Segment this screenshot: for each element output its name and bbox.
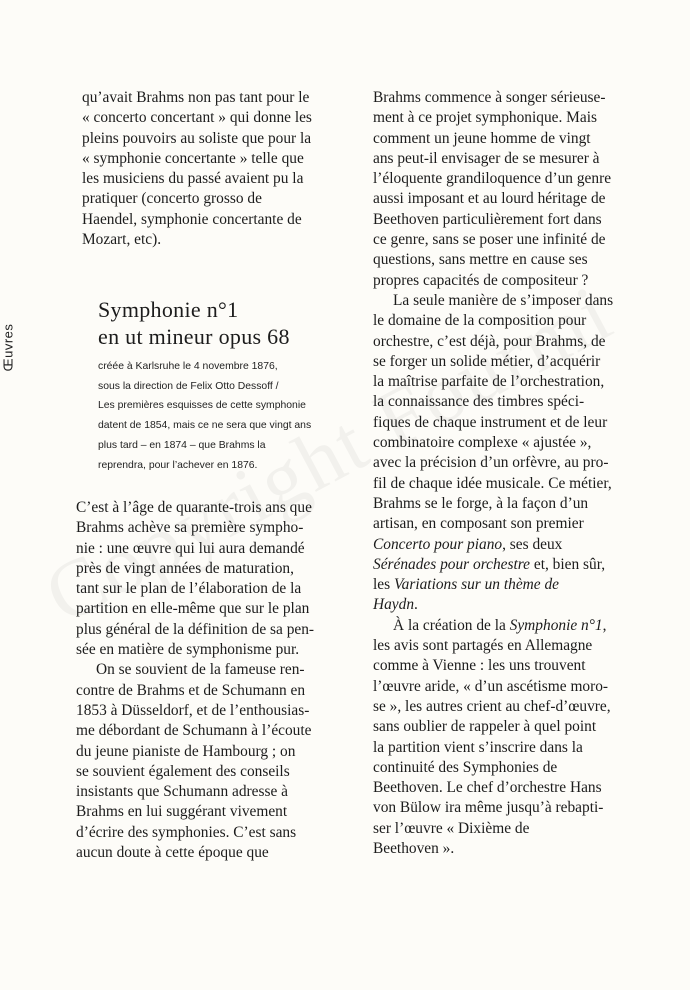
text-line: Haendel, symphonie concertante de bbox=[82, 210, 302, 228]
text-line: ser l’œuvre « Dixième de bbox=[373, 819, 530, 837]
text-line: comment un jeune homme de vingt bbox=[373, 129, 591, 147]
text-line: Mozart, etc). bbox=[82, 231, 162, 249]
text-line: contre de Brahms et de Schumann en bbox=[76, 681, 306, 699]
work-title: Symphonie n°1 bbox=[509, 616, 603, 634]
section-title-line-1: Symphonie n°1 bbox=[98, 297, 239, 322]
text-line: la maîtrise parfaite de l’orchestration, bbox=[373, 373, 605, 391]
caption-line: Les premières esquisses de cette symphonie bbox=[98, 400, 306, 412]
text-line: se », les autres crient au chef-d’œuvre, bbox=[373, 697, 611, 715]
text-line: questions, sans mettre en cause ses bbox=[373, 251, 588, 269]
text-line: me débordant de Schumann à l’écoute bbox=[76, 722, 312, 740]
text-line: ans peut-il envisager de se mesurer à bbox=[373, 149, 600, 167]
text-line: les Variations sur un thème de bbox=[373, 576, 559, 594]
work-title: Sérénades pour orchestre bbox=[373, 555, 531, 573]
text-line: À la création de la Symphonie n°1, bbox=[393, 616, 607, 634]
section-side-label: Œuvres bbox=[0, 323, 16, 372]
text-line: Beethoven particulièrement fort dans bbox=[373, 210, 602, 228]
text-line: von Bülow ira même jusqu’à rebapti- bbox=[373, 799, 604, 817]
text-line: les avis sont partagés en Allemagne bbox=[373, 637, 593, 655]
text-line: Brahms commence à songer sérieuse- bbox=[373, 89, 606, 106]
text-line: partition en elle-même que sur le plan bbox=[76, 600, 310, 618]
text-line: Haydn. bbox=[373, 596, 418, 614]
text-line: Brahms achève sa première sympho- bbox=[76, 519, 304, 537]
text-line: l’œuvre aride, « d’un ascétisme moro- bbox=[373, 677, 609, 695]
text-line: artisan, en composant son premier bbox=[373, 515, 584, 533]
text-line: se forger un solide métier, d’acquérir bbox=[373, 352, 601, 370]
text-line: 1853 à Düsseldorf, et de l’enthousias- bbox=[76, 701, 310, 719]
text-line: combinatoire complexe « ajustée », bbox=[373, 434, 592, 452]
caption-line: datent de 1854, mais ce ne sera que vingt ans bbox=[98, 420, 312, 432]
text-line: Sérénades pour orchestre et, bien sûr, bbox=[373, 555, 606, 573]
caption-line: reprendra, pour l’achever en 1876. bbox=[98, 459, 258, 471]
section-title bbox=[98, 296, 290, 350]
work-title: Variations sur un thème de bbox=[393, 576, 559, 594]
text-line: continuité des Symphonies de bbox=[373, 758, 558, 776]
left-bottom-column bbox=[76, 498, 314, 863]
text-line: pleins pouvoirs au soliste que pour la bbox=[82, 129, 312, 147]
text-line: se souvient également des conseils bbox=[76, 762, 290, 780]
text-line: C’est à l’âge de quarante-trois ans que bbox=[76, 499, 312, 516]
caption-line: plus tard – en 1874 – que Brahms la bbox=[98, 439, 266, 451]
text-line: fiques de chaque instrument et de leur bbox=[373, 413, 608, 431]
text-line: la partition vient s’inscrire dans la bbox=[373, 738, 583, 756]
text-line: avec la précision d’un orfèvre, au pro- bbox=[373, 454, 609, 472]
text-line: nie : une œuvre qui lui aura demandé bbox=[76, 539, 305, 557]
text-line: Brahms se le forge, à la façon d’un bbox=[373, 494, 589, 512]
text-line: « concerto concertant » qui donne les bbox=[82, 109, 312, 127]
right-column bbox=[373, 88, 613, 859]
text-line: tant sur le plan de l’élaboration de la bbox=[76, 580, 302, 598]
text-line: Brahms en lui suggérant vivement bbox=[76, 803, 288, 821]
text-line: Concerto pour piano, ses deux bbox=[373, 535, 563, 553]
text-line: Beethoven ». bbox=[373, 839, 455, 857]
work-title: Haydn bbox=[373, 596, 415, 614]
text-line: près de vingt années de maturation, bbox=[76, 559, 294, 577]
text-line: du jeune pianiste de Hambourg ; on bbox=[76, 742, 296, 760]
text-line: Beethoven. Le chef d’orchestre Hans bbox=[373, 779, 602, 797]
text-line: propres capacités de compositeur ? bbox=[373, 271, 589, 289]
text-line: qu’avait Brahms non pas tant pour le bbox=[82, 89, 310, 106]
text-line: fil de chaque idée musicale. Ce métier, bbox=[373, 474, 612, 492]
section-caption bbox=[98, 357, 311, 475]
text-line: insistants que Schumann adresse à bbox=[76, 783, 289, 801]
work-title: Concerto pour piano bbox=[373, 535, 503, 553]
caption-line: sous la direction de Felix Otto Dessoff / bbox=[98, 380, 279, 392]
text-line: la connaissance des timbres spéci- bbox=[373, 393, 585, 411]
text-line: sans oublier de rappeler à quel point bbox=[373, 718, 597, 736]
text-line: On se souvient de la fameuse ren- bbox=[96, 661, 305, 679]
text-line: l’éloquente grandiloquence d’un genre bbox=[373, 170, 612, 188]
caption-line: créée à Karlsruhe le 4 novembre 1876, bbox=[98, 361, 278, 372]
text-line: les musiciens du passé avaient pu la bbox=[82, 170, 304, 188]
text-line: comme à Vienne : les uns trouvent bbox=[373, 657, 586, 675]
text-line: aussi imposant et au lourd héritage de bbox=[373, 190, 606, 208]
text-line: orchestre, c’est déjà, pour Brahms, de bbox=[373, 332, 606, 350]
section-title-line-2: en ut mineur opus 68 bbox=[98, 324, 290, 349]
text-line: d’écrire des symphonies. C’est sans bbox=[76, 823, 297, 841]
text-line: aucun doute à cette époque que bbox=[76, 844, 269, 862]
text-line: « symphonie concertante » telle que bbox=[82, 149, 304, 167]
text-line: plus général de la définition de sa pen- bbox=[76, 620, 315, 638]
text-line: ment à ce projet symphonique. Mais bbox=[373, 109, 597, 127]
text-line: La seule manière de s’imposer dans bbox=[393, 291, 614, 309]
text-line: le domaine de la composition pour bbox=[373, 312, 587, 330]
text-line: sée en matière de symphonisme pur. bbox=[76, 641, 300, 659]
text-line: pratiquer (concerto grosso de bbox=[82, 190, 262, 208]
left-top-paragraph bbox=[82, 88, 312, 250]
text-line: ce genre, sans se poser une infinité de bbox=[373, 231, 606, 249]
